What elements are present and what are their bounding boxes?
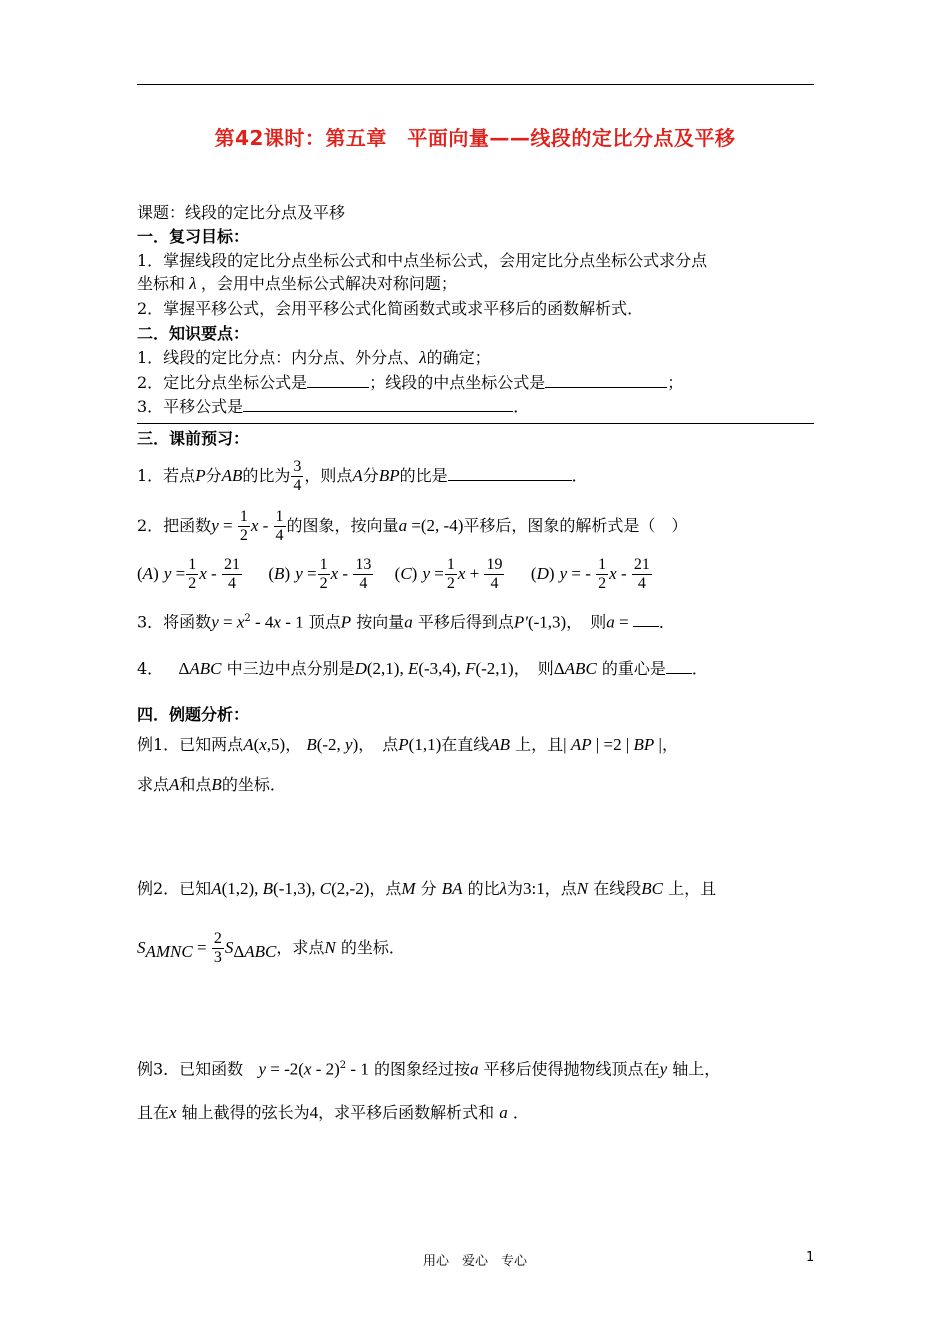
s3-question-2-options: (A) y = $\frac{1}{2}$ x - $\frac{21}{4}$ (B) y = $\frac{1}{2}$ x - $\frac{13}{4}$ (C) y = $\frac{1}{2}$ x + $\frac{19}{4}$ (D) y = - $\frac{1}{2}$ x - $\frac{21}{4}$ [137, 556, 650, 592]
topic-line: 课题：线段的定比分点及平移 [137, 203, 346, 222]
example-1: 例1．已知两点A(x,5)， B(-2, y)， 点P(1,1)在直线AB 上，且| AP | =2 | BP |， [137, 735, 678, 754]
s2-item-3: 3．平移公式是 ． [137, 397, 530, 416]
s2-item-2: 2．定比分点坐标公式是 ；线段的中点坐标公式是 ； [137, 373, 684, 392]
section-1-heading: 一．复习目标： [137, 227, 250, 246]
example-3-cont: 且在x 轴上截得的弦长为4，求平移后函数解析式和 a ． [137, 1103, 529, 1122]
s3-question-3: 3．将函数$y = x^2 - 4x - 1$ 顶点P 按向量a 平移后得到点P′(-1,3)， 则a = ． [137, 612, 675, 632]
page-footer: 用心 爱心 专心 [422, 1254, 527, 1269]
example-3: 例3．已知函数 y = -2(x - 2)$^2$ - 1 的图象经过按a 平移后使得抛物线顶点在y 轴上， [137, 1059, 721, 1079]
example-2: 例2．已知A(1,2), B(-1,3), C(2,-2)，点M 分 BA 的比λ为3:1，点N 在线段BC 上，且 [137, 879, 717, 898]
s3-question-1: 1．若点P分AB的比为 $\frac{3}{4}$ ，则点A分BP的比是 ． [137, 458, 588, 494]
s1-item-1: 1．掌握线段的定比分点坐标公式和中点坐标公式，会用定比分点坐标公式求分点 [137, 251, 708, 270]
s2-item-1: 1．线段的定比分点：内分点、外分点、λ的确定； [137, 348, 491, 367]
example-1-cont: 求点A和点B的坐标． [137, 775, 286, 794]
section-rule [137, 423, 814, 424]
page-title: 第42课时：第五章 平面向量——线段的定比分点及平移 [214, 126, 736, 150]
example-2-cont: $S_{AMNC}$ = $\frac{2}{3}$ $S_{\Delta ABC}$，求点N 的坐标． [137, 930, 405, 966]
section-4-heading: 四．例题分析： [137, 705, 250, 724]
s3-question-4: 4． ΔABC 中三边中点分别是D(2,1), E(-3,4), F(-2,1)， 则ΔABC 的重心是 ． [137, 659, 708, 678]
top-rule [137, 84, 814, 85]
s1-item-1-cont: 坐标和 λ ，会用中点坐标公式解决对称问题； [137, 274, 457, 293]
s3-question-2: 2．把函数y = $\frac{1}{2}$ x - $\frac{1}{4}$ 的图象，按向量a =(2, -4)平移后，图象的解析式是（ ） [137, 508, 688, 544]
section-2-heading: 二．知识要点： [137, 324, 250, 343]
page-number: 1 [806, 1250, 815, 1265]
section-3-heading: 三．课前预习： [137, 429, 250, 448]
s1-item-2: 2．掌握平移公式，会用平移公式化简函数式或求平移后的函数解析式． [137, 299, 644, 318]
